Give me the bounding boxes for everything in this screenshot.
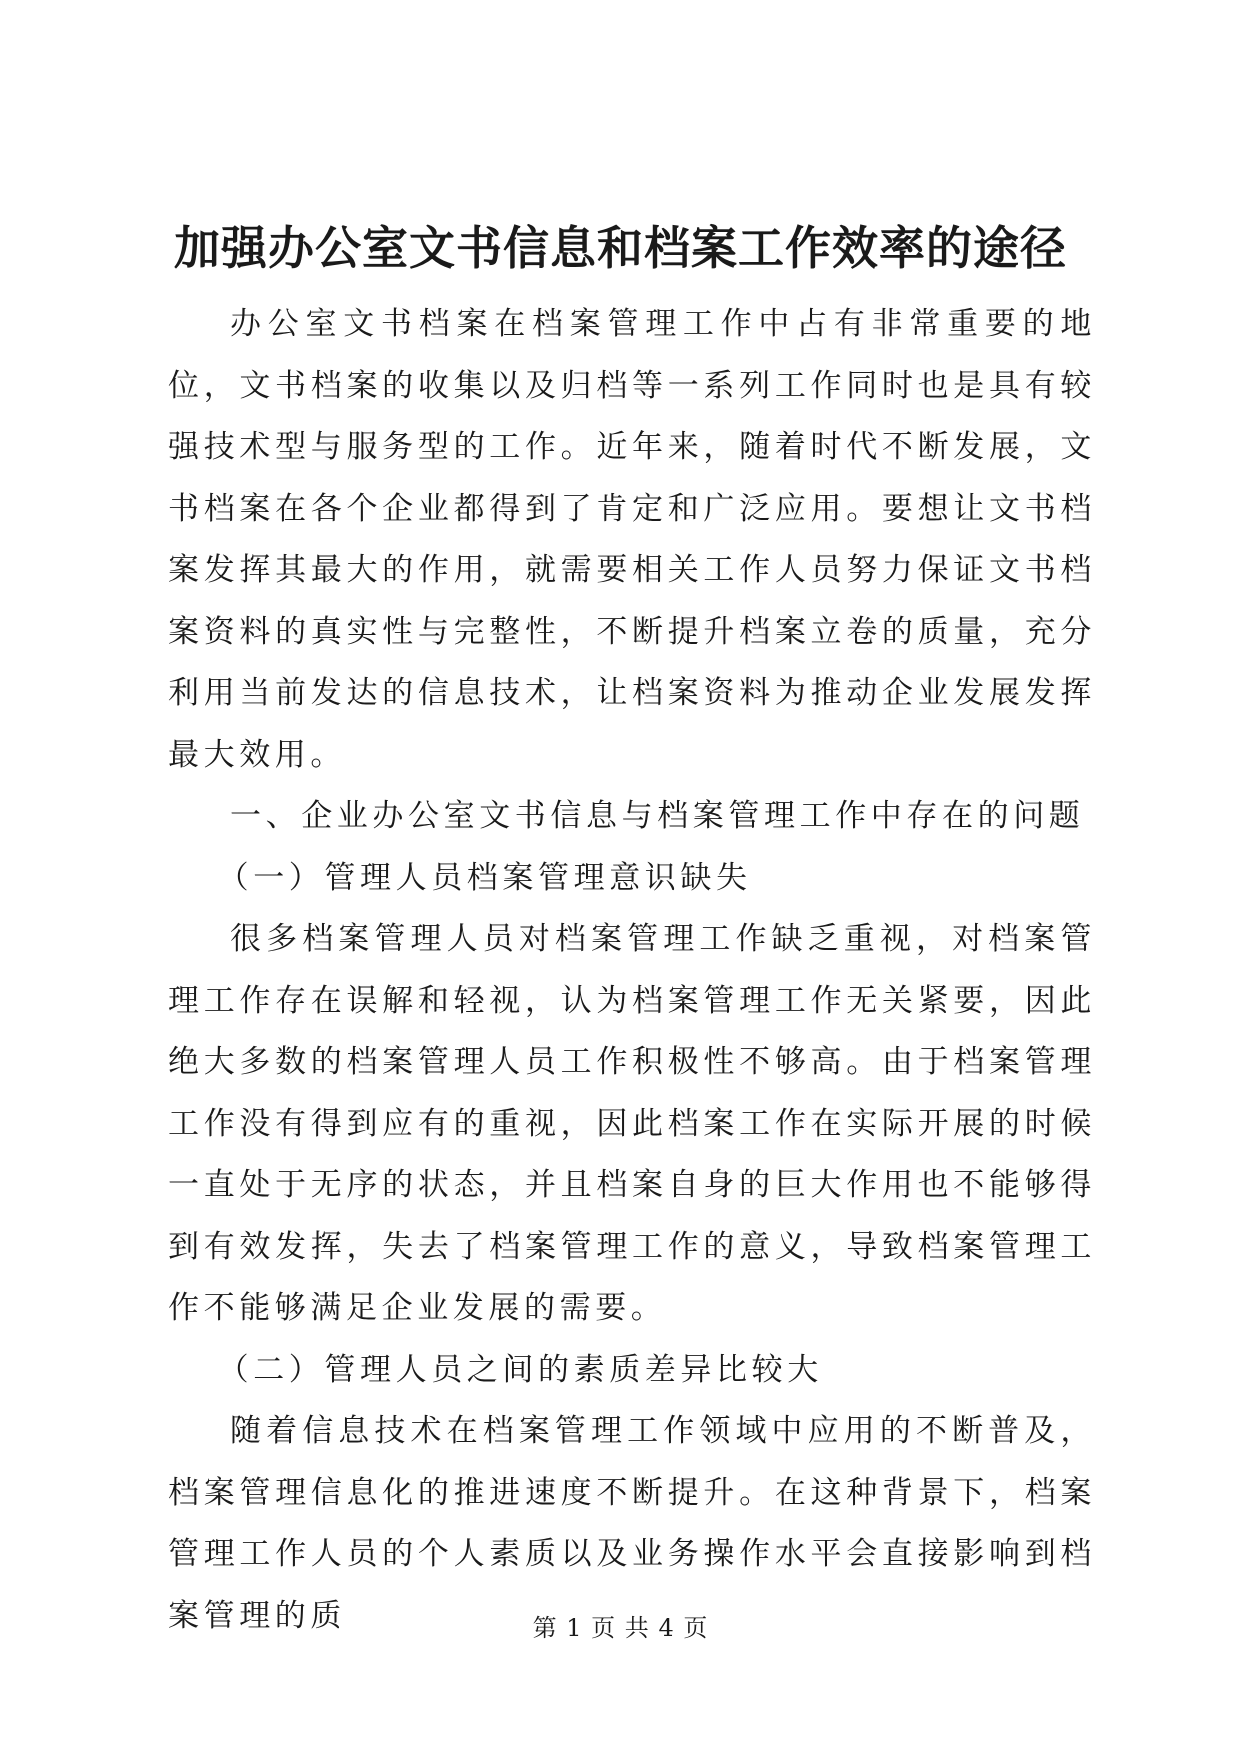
intro-paragraph: 办公室文书档案在档案管理工作中占有非常重要的地位，文书档案的收集以及归档等一系列工作同时也是具有较强技术型与服务型的工作。近年来，随着时代不断发展，文书档案在各个企业都得到了肯定和广泛应用。要想让文书档案发挥其最大的作用，就需要相关工作人员努力保证文书档案资料的真实性与完整性，不断提升档案立卷的质量，充分利用当前发达的信息技术，让档案资料为推动企业发展发挥最大效用。 — [168, 306, 1096, 773]
body-paragraph-2: 随着信息技术在档案管理工作领域中应用的不断普及，档案管理信息化的推进速度不断提升。在这种背景下，档案管理工作人员的个人素质以及业务操作水平会直接影响到档案管理的质 — [168, 1413, 1096, 1634]
subsection-heading-1: （一）管理人员档案管理意识缺失 — [217, 859, 752, 896]
document-title: 加强办公室文书信息和档案工作效率的途径 — [174, 221, 1067, 275]
body-paragraph-1: 很多档案管理人员对档案管理工作缺乏重视，对档案管理工作存在误解和轻视，认为档案管理工作无关紧要，因此绝大多数的档案管理人员工作积极性不够高。由于档案管理工作没有得到应有的重视，因此档案工作在实际开展的时候一直处于无序的状态，并且档案自身的巨大作用也不能够得到有效发挥，失去了档案管理工作的意义，导致档案管理工作不能够满足企业发展的需要。 — [168, 921, 1096, 1326]
page-footer: 第 1 页 共 4 页 — [532, 1614, 709, 1642]
subsection-heading-2: （二）管理人员之间的素质差异比较大 — [217, 1351, 823, 1388]
section-heading-1: 一、企业办公室文书信息与档案管理工作中存在的问题 — [230, 798, 1085, 834]
document-body — [168, 294, 1096, 1647]
